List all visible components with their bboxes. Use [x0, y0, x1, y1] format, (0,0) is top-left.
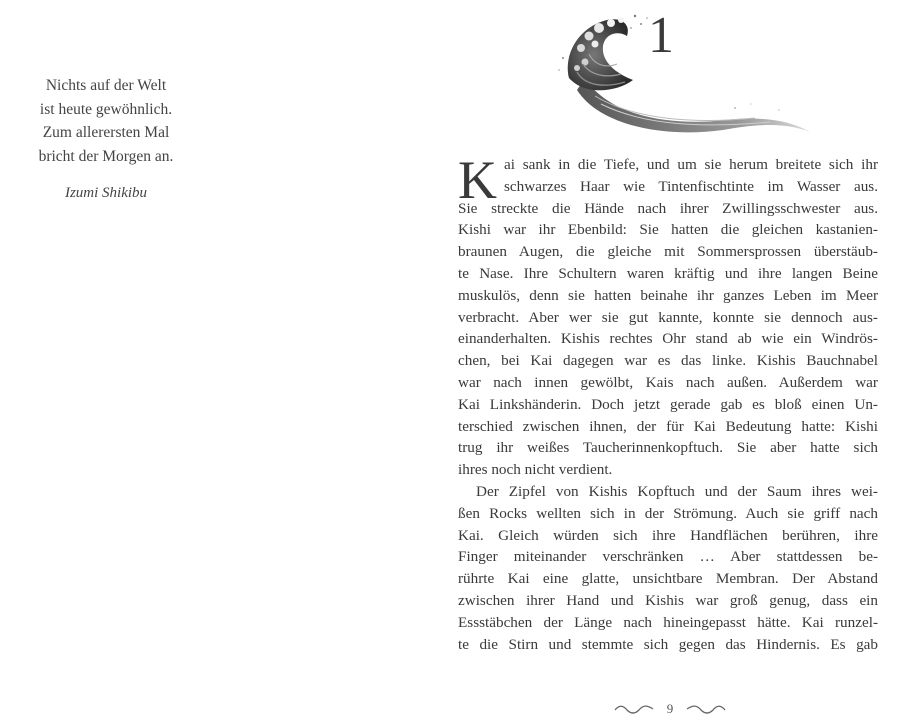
- text-line: Sie streckte die Hände nach ihrer Zwillingsschwester aus.: [458, 199, 878, 217]
- text-line: Der Zipfel von Kishis Kopftuch und der Saum ihres wei-: [476, 482, 878, 500]
- text-line: verbracht. Aber wer sie gut kannte, konnte sie dennoch aus-: [458, 308, 878, 326]
- text-line: te die Stirn und stemmte sich gegen das Hindernis. Es gab: [458, 635, 878, 653]
- text-line: Kishi war ihr Ebenbild: Sie hatten die gleichen kastanien-: [458, 221, 878, 239]
- text-line: chen, bei Kai dagegen war es das linke. Kishis Bauchnabel: [458, 352, 878, 370]
- text-line: trug ihr weißes Taucherinnenkopftuch. Sie aber hatte sich: [458, 439, 878, 457]
- text-line: Kai Linkshänderin. Doch jetzt gerade gab es bloß einen Un-: [458, 395, 878, 413]
- text-line: schwarzes Haar wie Tintenfischtinte im Wasser aus.: [504, 177, 878, 195]
- text-line: ai sank in die Tiefe, und um sie herum breitete sich ihr: [504, 156, 878, 173]
- text-line: Essstäbchen der Länge nach hineingepasst hätte. Kai runzel-: [458, 613, 878, 631]
- text-line: Kai. Gleich würden sich ihre Handflächen berühren, ihre: [458, 526, 878, 544]
- epigraph-line: ist heute gewöhnlich.: [39, 100, 173, 118]
- chapter-number: 1: [648, 7, 674, 64]
- text-line: einanderhalten. Kishis rechtes Ohr stand ab wie ein Windrös-: [458, 330, 878, 348]
- text-line: ßen Rocks wellten sich in der Strömung. Auch sie griff nach: [458, 504, 878, 522]
- drop-cap: K: [458, 150, 497, 210]
- text-line: rührte Kai eine glatte, unsichtbare Membran. Der Abstand: [458, 570, 878, 588]
- epigraph-author: Izumi Shikibu: [64, 185, 148, 201]
- epigraph-line: Zum allerersten Mal: [42, 124, 170, 141]
- text-line: zwischen ihrer Hand und Kishis war groß genug, dass ein: [458, 591, 878, 609]
- page-footer: [600, 700, 740, 720]
- text-line: terschied zwischen ihnen, der für Kai Bedeutung hatte: Kishi: [458, 417, 878, 435]
- wave-flourish-icon: [614, 704, 654, 714]
- text-line: Finger miteinander verschränken … Aber stattdessen be-: [458, 548, 878, 566]
- epigraph-line: Nichts auf der Welt: [45, 77, 167, 94]
- epigraph: [8, 74, 204, 206]
- text-line: braunen Augen, die gleiche mit Sommersprossen überstäub-: [458, 243, 878, 261]
- text-line: ihres noch nicht verdient.: [458, 461, 613, 479]
- text-line: muskulös, denn sie hatten beinahe ihr ganzes Leben im Meer: [458, 286, 878, 304]
- epigraph-line: bricht der Morgen an.: [38, 147, 174, 165]
- wave-illustration-icon: [555, 8, 815, 140]
- text-line: war nach innen gewölbt, Kais nach außen. Außerdem war: [458, 373, 878, 391]
- chapter-body-text: [458, 150, 878, 655]
- text-line: te Nase. Ihre Schultern waren kräftig und ihre langen Beine: [458, 264, 878, 282]
- page-number: 9: [666, 701, 674, 716]
- wave-flourish-icon: [686, 704, 726, 714]
